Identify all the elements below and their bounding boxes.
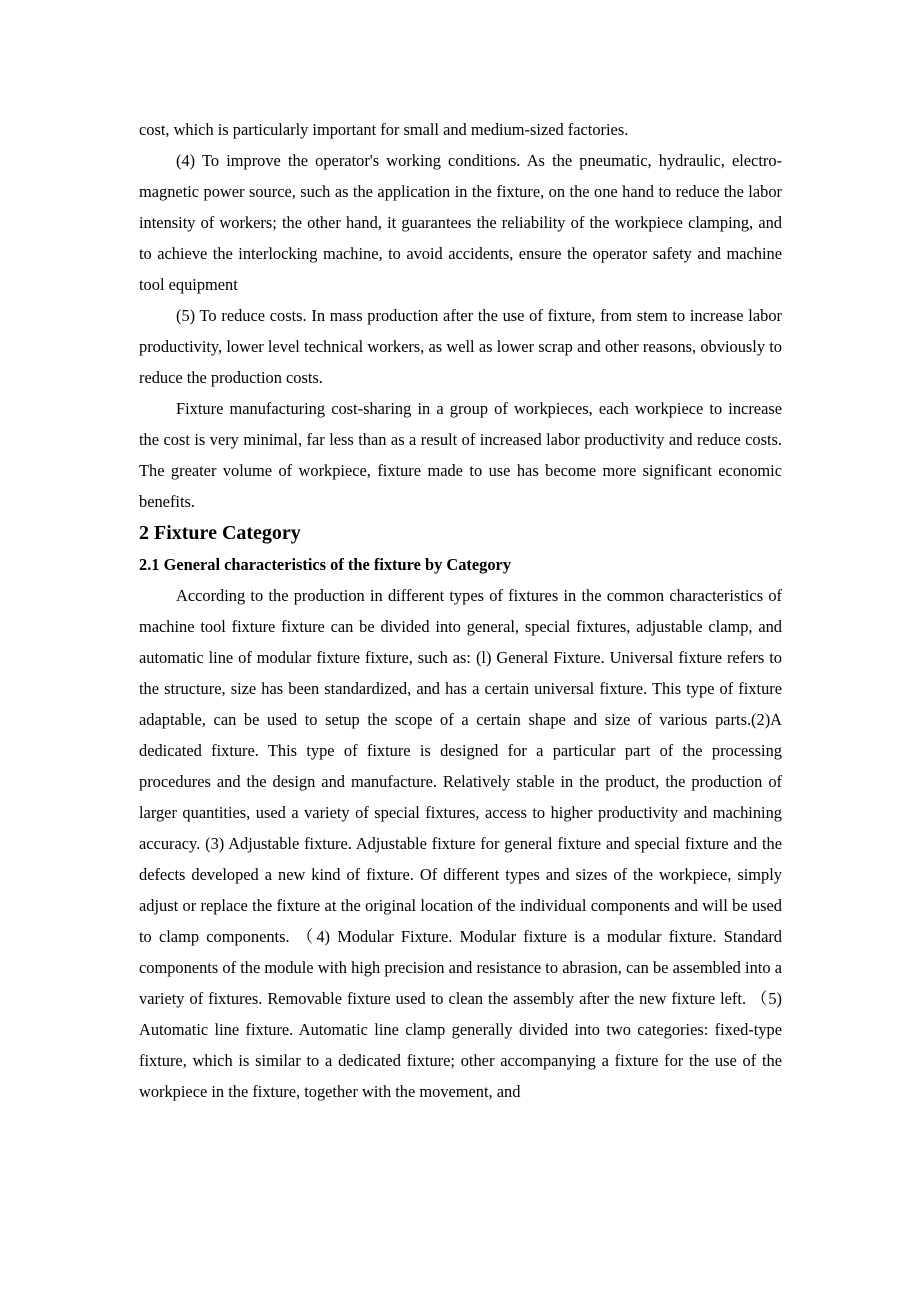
paragraph-category: According to the production in different types of fixtures in the common characteristics of machine tool fixture fixture can be divided into general, special fixtures, adjustable clamp, and automatic line of modular fixture fixture, such as: (l) General Fixture. Universal fixture refers to the structure, size has been standardized, and has a certain universal fixture. This type of fixture adaptable, can be used to setup the scope of a certain shape and size of various parts.(2)A dedicated fixture. This type of fixture is designed for a particular part of the processing procedures and the design and manufacture. Relatively stable in the product, the production of larger quantities, used a variety of special fixtures, access to higher productivity and machining accuracy. (3) Adjustable fixture. Adjustable fixture for general fixture and special fixture and the defects developed a new kind of fixture. Of different types and sizes of the workpiece, simply adjust or replace the fixture at the original location of the individual components and will be used to clamp components. （4) Modular Fixture. Modular fixture is a modular fixture. Standard components of the module with high precision and resistance to abrasion, can be assembled into a variety of fixtures. Removable fixture used to clean the assembly after the new fixture left. （5) Automatic line fixture. Automatic line clamp generally divided into two categories: fixed-type fixture, which is similar to a dedicated fixture; other accompanying a fixture for the use of the workpiece in the fixture, together with the movement, and	[139, 586, 782, 1101]
paragraph-cost-sharing: Fixture manufacturing cost-sharing in a group of workpieces, each workpiece to increase the cost is very minimal, far less than as a result of increased labor productivity and reduce costs. The greater volume of workpiece, fixture made to use has become more significant economic benefits.	[139, 399, 782, 511]
paragraph-item-4: (4) To improve the operator's working conditions. As the pneumatic, hydraulic, electro-magnetic power source, such as the application in the fixture, on the one hand to reduce the labor intensity of workers; the other hand, it guarantees the reliability of the workpiece clamping, and to achieve the interlocking machine, to avoid accidents, ensure the operator safety and machine tool equipment	[139, 151, 782, 294]
section-heading: 2 Fixture Category	[139, 522, 301, 544]
paragraph-item-5: (5) To reduce costs. In mass production after the use of fixture, from stem to increase labor productivity, lower level technical workers, as well as lower scrap and other reasons, obviously to reduce the production costs.	[139, 306, 782, 387]
document-body	[139, 114, 782, 1107]
paragraph-continuation: cost, which is particularly important for small and medium-sized factories.	[139, 120, 629, 139]
subsection-heading: 2.1 General characteristics of the fixture by Category	[139, 555, 512, 574]
